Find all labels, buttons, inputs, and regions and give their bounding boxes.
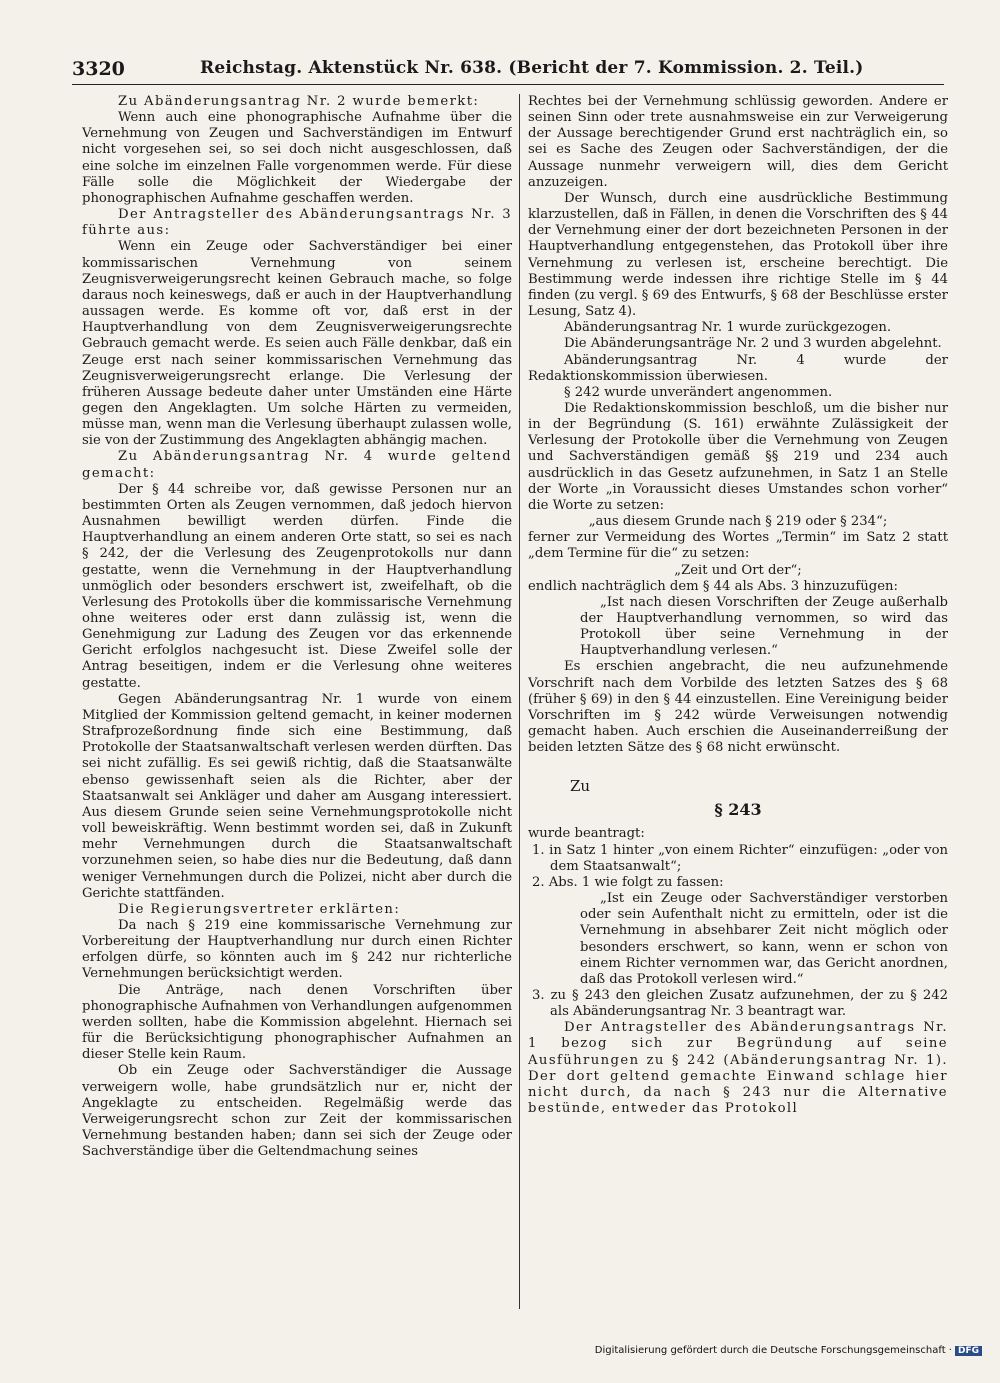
quoted-text: „Ist ein Zeuge oder Sachverständiger verstorben oder sein Aufenthalt nicht zu ermitteln, oder ist die Vernehmung in absehbarer Zeit nicht möglich oder besonders erschwert, so kann, wenn er schon von einem Richter vernommen war, das Gericht anordnen, daß das Protokoll verlesen wird.“ <box>580 891 948 987</box>
paragraph: wurde beantragt: <box>528 826 645 842</box>
page-header <box>72 58 944 84</box>
paragraph: § 242 wurde unverändert angenommen. <box>564 384 833 400</box>
paragraph: Wenn auch eine phonographische Aufnahme über die Vernehmung von Zeugen und Sachverständigen im Entwurf nicht vorgesehen sei, so sei doch nicht ausgeschlossen, daß eine solche im einzelnen Falle vorgenommen werde. Für diese Fälle solle die Möglichkeit der Wiedergabe der phonographischen Aufnahme geschaffen werden. <box>82 110 512 206</box>
section-prefix: Zu <box>570 777 591 796</box>
quoted-text: „aus diesem Grunde nach § 219 oder § 234“; <box>588 514 888 530</box>
paragraph: Abänderungsantrag Nr. 1 wurde zurückgezogen. <box>564 320 892 336</box>
paragraph: Rechtes bei der Vernehmung schlüssig geworden. Andere er seinen Sinn oder trete ausnahmsweise ein zur Verweigerung der Aussage berechtigender Grund erst nachträglich ein, so sei es Sache des Zeugen oder Sachverständigen, der die Aussage nunmehr verweigern will, dies dem Gericht anzuzeigen. <box>528 94 948 190</box>
paragraph: Abänderungsantrag Nr. 4 wurde der Redaktionskommission überwiesen. <box>528 352 948 384</box>
digitization-footer <box>595 1345 982 1356</box>
paragraph: Es erschien angebracht, die neu aufzunehmende Vorschrift nach dem Vorbilde des letzten Satzes des § 68 (früher § 69) in den § 44 einzustellen. Eine Vereinigung beider Vorschriften im § 242 würde Verweisungen notwendig gemacht haben. Auch erschien die Auseinanderreißung der beiden letzten Sätze des § 68 nicht erwünscht. <box>528 659 948 756</box>
page-number: 3320 <box>72 58 125 80</box>
section-heading: § 243 <box>714 800 762 820</box>
paragraph: Da nach § 219 eine kommissarische Vernehmung zur Vorbereitung der Hauptverhandlung nur durch einen Richter erfolgen dürfe, so könnten auch im § 242 nur richterliche Vernehmungen berücksichtigt werden. <box>82 917 512 982</box>
paragraph: Der Antragsteller des Abänderungsantrags Nr. 3 führte aus: <box>82 207 512 239</box>
paragraph: Ob ein Zeuge oder Sachverständiger die Aussage verweigern wolle, habe grundsätzlich nur er, nicht der Angeklagte zu entscheiden. Regelmäßig werde das Verweigerungsrecht schon zur Zeit der kommissarischen Vernehmung bestanden haben; dann sei sich der Zeuge oder Sachverständige über die Geltendmachung seines <box>82 1063 512 1160</box>
paragraph: Gegen Abänderungsantrag Nr. 1 wurde von einem Mitglied der Kommission geltend gemacht, in keiner modernen Strafprozeßordnung finde sich eine Bestimmung, daß Protokolle der Staatsanwaltschaft verlesen werden dürften. Das sei nicht zufällig. Es sei gewiß richtig, daß die Staatsanwälte ebenso gewissenhaft seien als die Richter, aber der Staatsanwalt sei Ankläger und daher am Ausgang interessiert. Aus diesem Grunde seien seine Vernehmungsprotokolle nicht voll beweiskräftig. Wenn bestimmt worden sei, daß in Zukunft mehr Vernehmungen durch die Staatsanwaltschaft vorzunehmen seien, so habe dies nur die Bedeutung, daß dann weniger Vernehmungen durch die Polizei, nicht aber durch die Gerichte stattfänden. <box>82 691 512 901</box>
right-column <box>528 94 948 1304</box>
paragraph: endlich nachträglich dem § 44 als Abs. 3 hinzuzufügen: <box>528 578 898 594</box>
paragraph: Die Redaktionskommission beschloß, um die bisher nur in der Begründung (S. 161) erwähnte Zulässigkeit der Verlesung der Protokolle über die Vernehmung von Zeugen und Sachverständigen gemäß §§ 219 und 234 auch ausdrücklich in das Gesetz aufzunehmen, in Satz 1 an Stelle der Worte „in Voraussicht dieses Umstandes schon vorher“ die Worte zu setzen: <box>528 400 948 513</box>
paragraph: Der Wunsch, durch eine ausdrückliche Bestimmung klarzustellen, daß in Fällen, in denen die Vorschriften des § 44 der Vernehmung einer der dort bezeichneten Personen in der Hauptverhandlung entgegenstehen, das Protokoll über ihre Vernehmung zu verlesen ist, erscheine berechtigt. Die Bestimmung werde indessen ihre richtige Stelle im § 44 finden (zu vergl. § 69 des Entwurfs, § 68 der Beschlüsse erster Lesung, Satz 4). <box>528 190 948 320</box>
quoted-text: „Ist nach diesen Vorschriften der Zeuge außerhalb der Hauptverhandlung vernommen, so wird das Protokoll über seine Vernehmung in der Hauptverhandlung verlesen.“ <box>580 594 948 659</box>
header-rule <box>72 84 944 85</box>
running-title: Reichstag. Aktenstück Nr. 638. (Bericht der 7. Kommission. 2. Teil.) <box>200 58 864 78</box>
left-column <box>82 94 512 1304</box>
dfg-logo: DFG <box>955 1346 982 1356</box>
paragraph: Wenn ein Zeuge oder Sachverständiger bei einer kommissarischen Vernehmung von seinem Zeugnisverweigerungsrecht keinen Gebrauch mache, so folge daraus noch keineswegs, daß er auch in der Hauptverhandlung aussagen werde. Es komme oft vor, daß erst in der Hauptverhandlung von dem Zeugnisverweigerungsrechte Gebrauch gemacht werde. Es seien auch Fälle denkbar, daß ein Zeuge erst nach seiner kommissarischen Vernehmung das Zeugnisverweigerungsrecht erlange. Die Verlesung der früheren Aussage bedeute daher unter Umständen eine Härte gegen den Angeklagten. Um solche Härten zu vermeiden, müsse man, wenn man die Verlesung überhaupt zulassen wolle, sie von der Zustimmung des Angeklagten abhängig machen. <box>82 239 512 449</box>
paragraph: ferner zur Vermeidung des Wortes „Termin“ im Satz 2 statt „dem Termine für die“ zu setzen: <box>528 530 948 562</box>
section-heading-block <box>528 756 948 826</box>
paragraph: Der Antragsteller des Abänderungsantrags Nr. 1 bezog sich zur Begründung auf seine Ausführungen zu § 242 (Abänderungsantrag Nr. 1). Der dort geltend gemachte Einwand schlage hier nicht durch, da nach § 243 nur die Alternative bestünde, entweder das Protokoll <box>528 1020 948 1117</box>
list-item: 1. in Satz 1 hinter „von einem Richter“ einzufügen: „oder von dem Staatsanwalt“; <box>532 842 948 874</box>
footer-text: Digitalisierung gefördert durch die Deutsche Forschungsgemeinschaft · <box>594 1345 952 1356</box>
quoted-text: „Zeit und Ort der“; <box>674 562 802 578</box>
paragraph: Zu Abänderungsantrag Nr. 4 wurde geltend gemacht: <box>82 449 512 481</box>
paragraph: Die Abänderungsanträge Nr. 2 und 3 wurden abgelehnt. <box>564 336 942 352</box>
list-item: 3. zu § 243 den gleichen Zusatz aufzunehmen, der zu § 242 als Abänderungsantrag Nr. 3 beantragt war. <box>532 987 948 1020</box>
list-item: 2. Abs. 1 wie folgt zu fassen: <box>532 874 724 890</box>
paragraph: Die Regierungsvertreter erklärten: <box>118 901 401 917</box>
paragraph: Der § 44 schreibe vor, daß gewisse Personen nur an bestimmten Orten als Zeugen vernommen, daß jedoch hiervon Ausnahmen bewilligt werden dürfen. Finde die Hauptverhandlung an einem anderen Orte statt, so sei es nach § 242, der die Verlesung des Zeugenprotokolls nur dann gestatte, wenn die Vernehmung in der Hauptverhandlung unmöglich oder besonders erschwert ist, zweifelhaft, ob die Verlesung des Protokolls über die kommissarische Vernehmung ohne weiteres oder erst dann zulässig ist, wenn die Genehmigung zur Ladung des Zeugen vor das erkennende Gericht erfolglos nachgesucht ist. Diese Zweifel solle der Antrag beseitigen, indem er die Verlesung ohne weiteres gestatte. <box>82 481 512 691</box>
column-divider <box>519 94 520 1309</box>
paragraph: Die Anträge, nach denen Vorschriften über phonographische Aufnahmen von Verhandlungen aufgenommen werden sollten, habe die Kommission abgelehnt. Hiernach sei für die Berücksichtigung phonographischer Aufnahmen an dieser Stelle kein Raum. <box>82 982 512 1063</box>
paragraph: Zu Abänderungsantrag Nr. 2 wurde bemerkt: <box>118 94 480 109</box>
